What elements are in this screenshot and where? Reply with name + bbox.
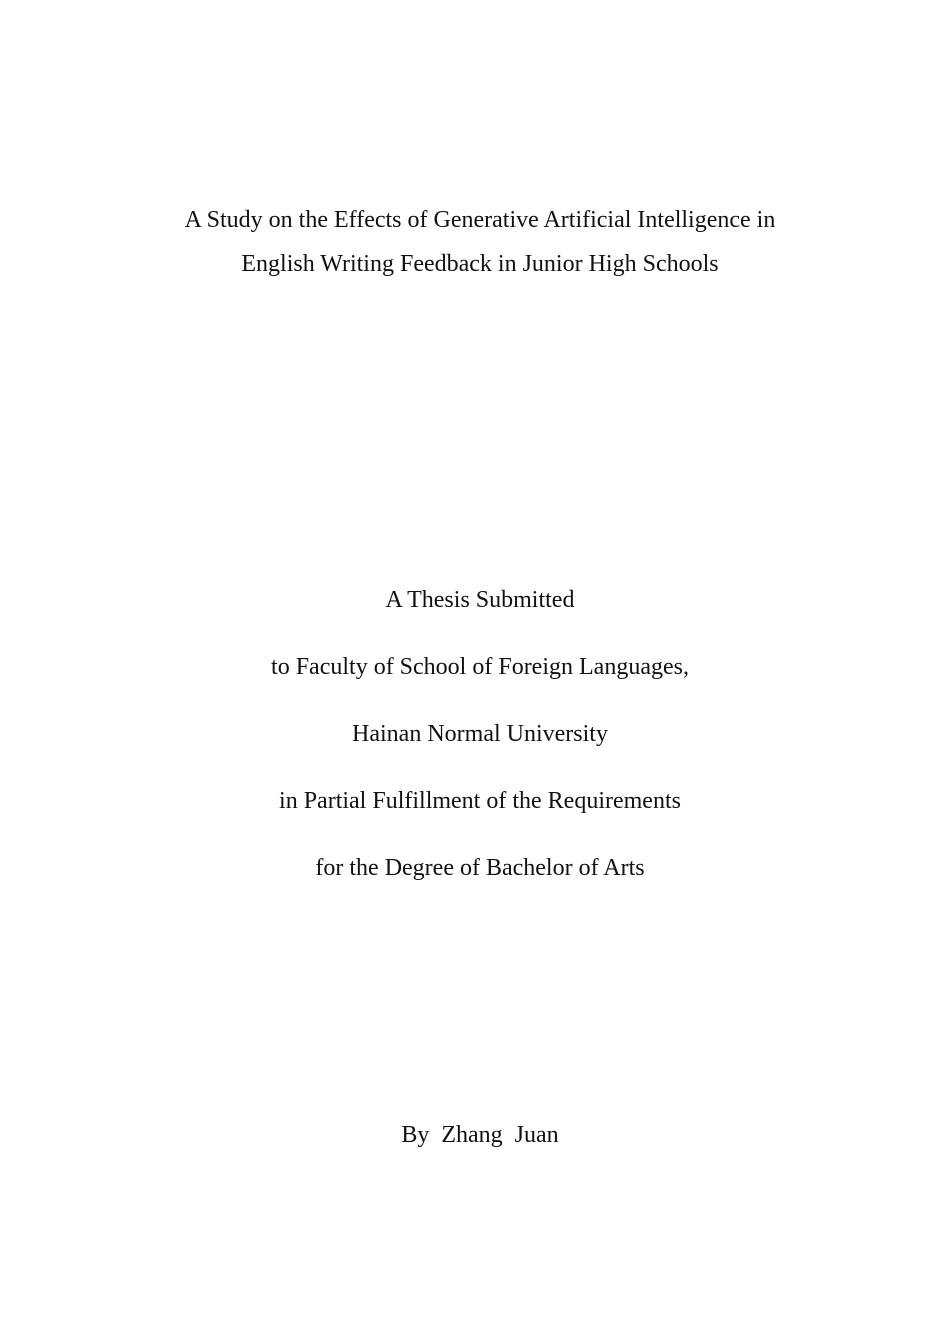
thesis-title [0,198,950,286]
submission-statement [0,582,950,917]
thesis-title-line-1: A Study on the Effects of Generative Artificial Intelligence in [184,207,776,233]
submission-line-2: to Faculty of School of Foreign Languages, [271,654,689,680]
submission-line-5: for the Degree of Bachelor of Arts [315,855,645,881]
author-byline: By Zhang Juan [401,1122,559,1148]
submission-line-3: Hainan Normal University [352,721,608,747]
submission-line-4: in Partial Fulfillment of the Requirements [279,788,681,814]
submission-line-1: A Thesis Submitted [385,587,575,613]
thesis-title-line-2: English Writing Feedback in Junior High Schools [241,251,719,277]
